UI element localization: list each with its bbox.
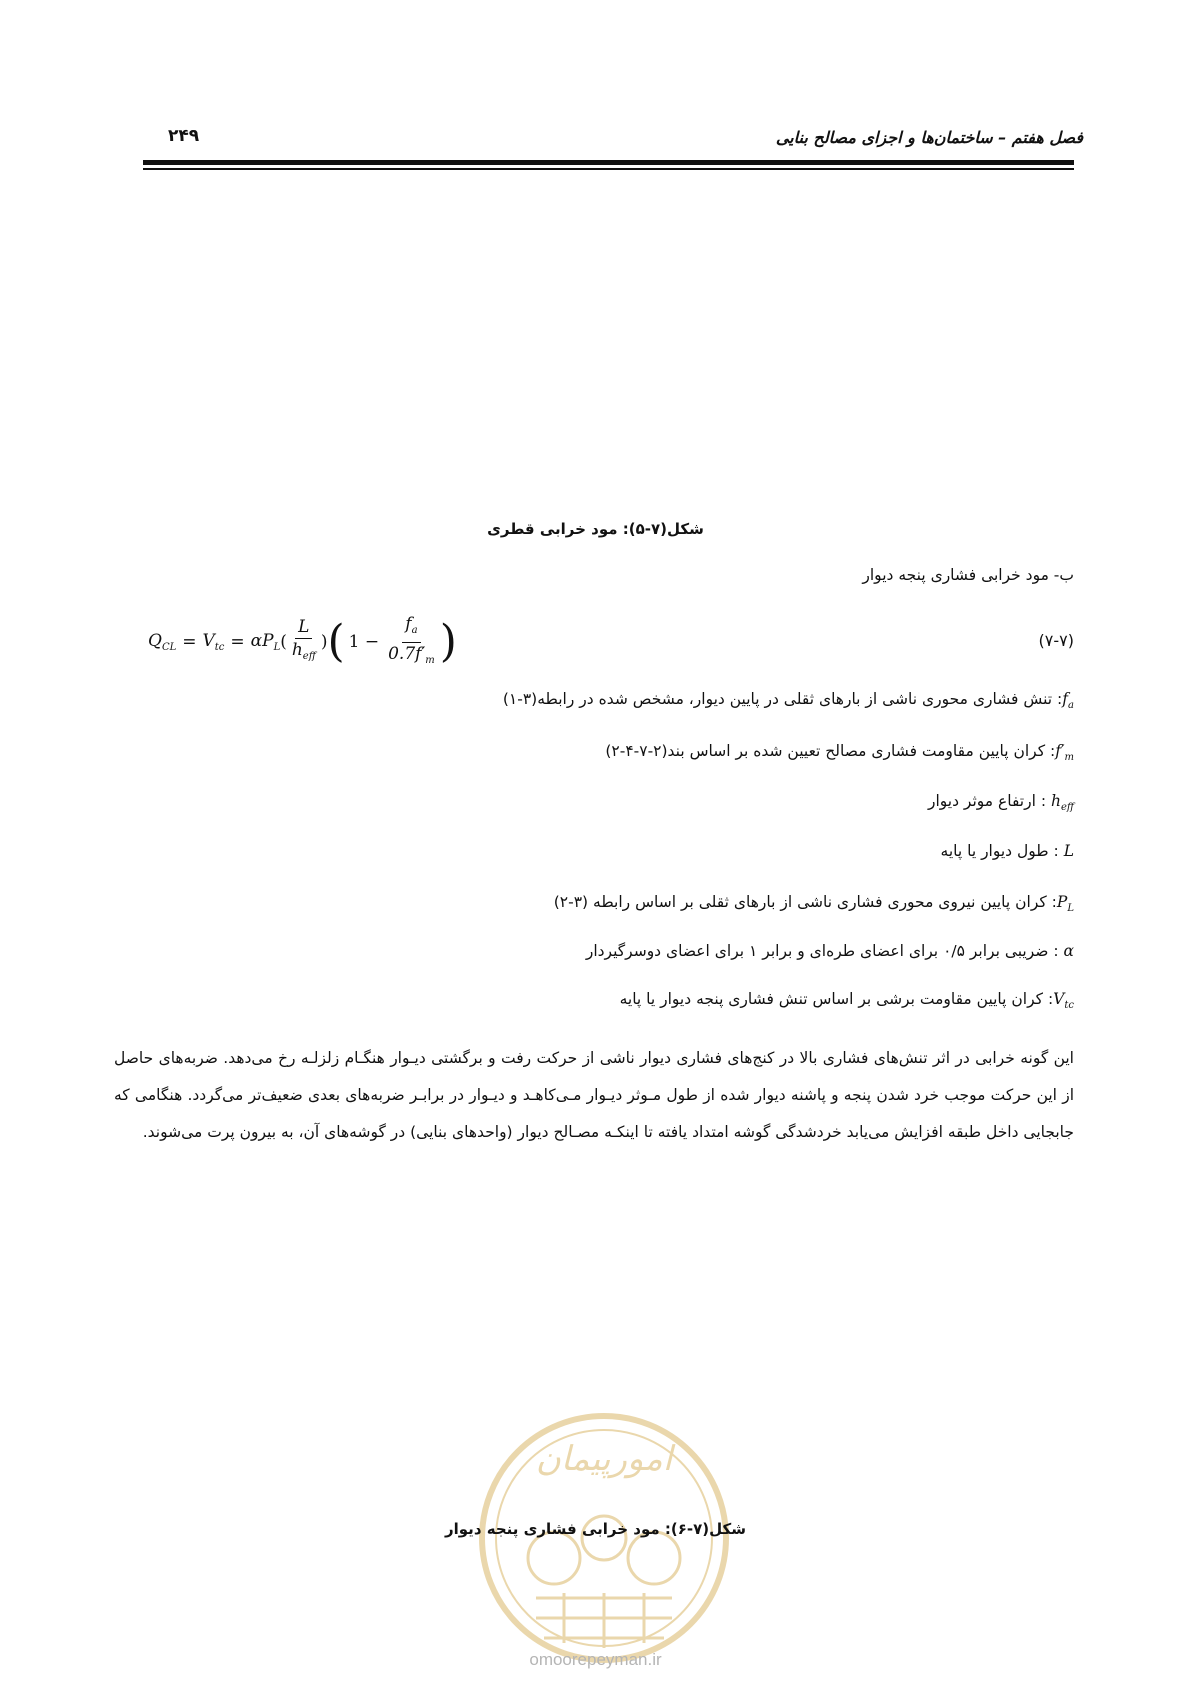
watermark-site-text: omoorepeyman.ir: [529, 1650, 662, 1669]
eq-right-paren: ): [439, 616, 457, 667]
eq-one-minus: 1 −: [348, 632, 380, 652]
figure-6-caption: شکل(۷-۶): مود خرابی فشاری پنجه دیوار: [445, 1520, 746, 1538]
equation-number: (۷-۷): [1038, 631, 1074, 650]
eq-alpha-p: $\alpha P_L$: [250, 631, 281, 653]
header-rule-thin: [143, 168, 1074, 170]
page-number: ۲۴۹: [168, 126, 200, 146]
eq-lhs: $Q_{CL}$: [148, 631, 177, 653]
definition-line: $f_a$: تنش فشاری محوری ناشی از بارهای ثقلی در پایین دیوار، مشخص شده در رابطه(۳-۱): [502, 690, 1074, 711]
header-rule-thick: [143, 160, 1074, 165]
body-paragraph: این گونه خرابی در اثر تنش‌های فشاری بالا در کنج‌های فشاری دیوار ناشی از حرکت رفت و برگشتی دیـوار هنگـام زلزلـه رخ می‌دهد. ضربه‌های حاصل از این حرکت موجب خرد شدن پنجه و پاشنه دیوار شده از طول مـوثر دیـوار مـی‌کاهـد و دیـوار در برابـر ضربه‌های بعدی ضعیف‌تر می‌گردد. هنگامی که جابجایی داخل طبقه افزایش می‌یابد خردشدگی گوشه امتداد یافته تا اینکـه مصـالح دیوار (واحدهای بنایی) در گوشه‌های آن، به بیرون پرت می‌شوند.: [114, 1049, 1074, 1141]
definition-line: $V_{tc}$: کران پایین مقاومت برشی بر اساس تنش فشاری پنجه دیوار یا پایه: [619, 990, 1074, 1011]
watermark-logo-icon: [474, 1408, 734, 1668]
eq-left-paren: (: [327, 616, 345, 667]
watermark-arc-text: امورپیمان: [535, 1439, 673, 1479]
definition-line: α : ضریبی برابر ۰/۵ برای اعضای طره‌ای و برابر ۱ برای اعضای دوسرگیردار: [585, 942, 1074, 960]
eq-v: $V_{tc}$: [202, 631, 225, 653]
definition-line: $h_{eff}$ : ارتفاع موثر دیوار: [927, 792, 1074, 813]
eq-fraction-l-over-h: $\frac{L}{h_{eff}}$: [291, 617, 316, 662]
definition-line: $P_L$: کران پایین نیروی محوری فشاری ناشی از بارهای ثقلی بر اساس رابطه (۳-۲): [553, 893, 1074, 914]
eq-fraction-fa-over-fm: $\frac{f_a}{0.7f'_m}$: [388, 613, 435, 666]
figure-5-caption: شکل(۷-۵): مود خرابی قطری: [487, 520, 704, 538]
definition-line: $f'_m$: کران پایین مقاومت فشاری مصالح تعیین شده بر اساس بند(۲-۷-۴-۲): [605, 742, 1074, 763]
definition-line: L : طول دیوار یا پایه: [940, 842, 1074, 860]
section-heading: ب- مود خرابی فشاری پنجه دیوار: [862, 566, 1074, 584]
equation-formula: $Q_{CL}$ = $V_{tc}$ = $\alpha P_L$ ( $\frac{L}{h_{eff}}$ ) ( 1 − $\frac{f_a}{0.7f'_m}$ ): [148, 612, 457, 672]
chapter-title: فصل هفتم – ساختمان‌ها و اجزای مصالح بنایی: [775, 128, 1083, 147]
